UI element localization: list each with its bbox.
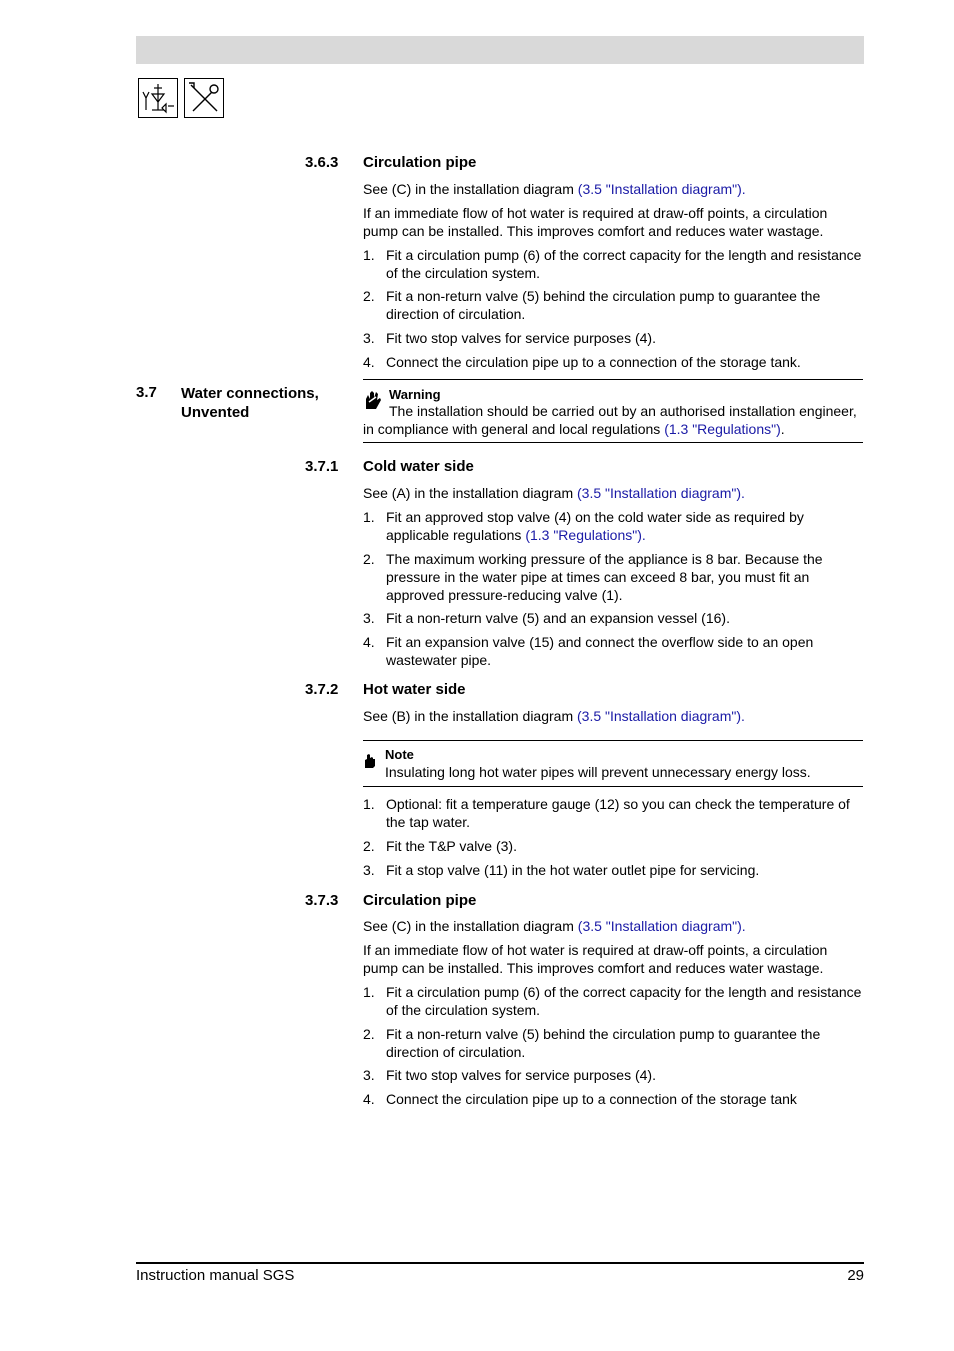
see-diagram-text: See (B) in the installation diagram (3.5 "Installation diagram"). — [363, 708, 745, 724]
warning-box — [363, 379, 863, 443]
section-number: 3.6.3 — [305, 154, 339, 171]
warning-text-line: in compliance with general and local regulations (1.3 "Regulations"). — [363, 421, 785, 437]
section-icons — [138, 78, 224, 118]
section-title: Circulation pipe — [363, 892, 477, 909]
paragraph-line: If an immediate flow of hot water is required at draw-off points, a circulation — [363, 942, 828, 958]
header-bar — [136, 36, 864, 64]
installation-diagram-link[interactable]: (3.5 "Installation diagram"). — [577, 918, 746, 934]
paragraph-line: If an immediate flow of hot water is required at draw-off points, a circulation — [363, 205, 828, 221]
paragraph-line: pump can be installed. This improves comfort and reduces water wastage. — [363, 223, 824, 239]
installation-diagram-link[interactable]: (3.5 "Installation diagram"). — [577, 485, 745, 501]
see-diagram-text: See (C) in the installation diagram (3.5 "Installation diagram"). — [363, 918, 746, 934]
paragraph-line: pump can be installed. This improves comfort and reduces water wastage. — [363, 960, 824, 976]
tools-icon — [184, 78, 224, 118]
installation-diagram-link[interactable]: (3.5 "Installation diagram"). — [577, 181, 746, 197]
section-number: 3.7.1 — [305, 458, 339, 475]
footer-title: Instruction manual SGS — [136, 1267, 295, 1284]
see-diagram-text: See (A) in the installation diagram (3.5 "Installation diagram"). — [363, 485, 745, 501]
valve-installation-icon — [138, 78, 178, 118]
note-box — [363, 740, 863, 787]
installation-diagram-link[interactable]: (3.5 "Installation diagram"). — [577, 708, 745, 724]
warning-text-line: The installation should be carried out by an authorised installation engineer, — [389, 403, 857, 419]
warning-title: Warning — [389, 387, 441, 402]
section-title: Circulation pipe — [363, 154, 477, 171]
note-hand-icon — [363, 752, 377, 774]
page-number: 29 — [847, 1267, 864, 1284]
footer-divider — [136, 1262, 864, 1264]
see-diagram-text: See (C) in the installation diagram (3.5 "Installation diagram"). — [363, 181, 746, 197]
section-title: Water connections, Unvented — [181, 385, 319, 421]
section-title: Cold water side — [363, 458, 474, 475]
note-text: Insulating long hot water pipes will prevent unnecessary energy loss. — [385, 764, 811, 780]
section-number: 3.7.2 — [305, 681, 339, 698]
regulations-link[interactable]: (1.3 "Regulations") — [664, 421, 781, 437]
note-title: Note — [385, 747, 414, 762]
section-number: 3.7 — [136, 384, 157, 401]
section-number: 3.7.3 — [305, 892, 339, 909]
warning-hand-icon — [363, 389, 383, 415]
regulations-link[interactable]: (1.3 "Regulations"). — [525, 527, 646, 543]
section-title: Hot water side — [363, 681, 466, 698]
